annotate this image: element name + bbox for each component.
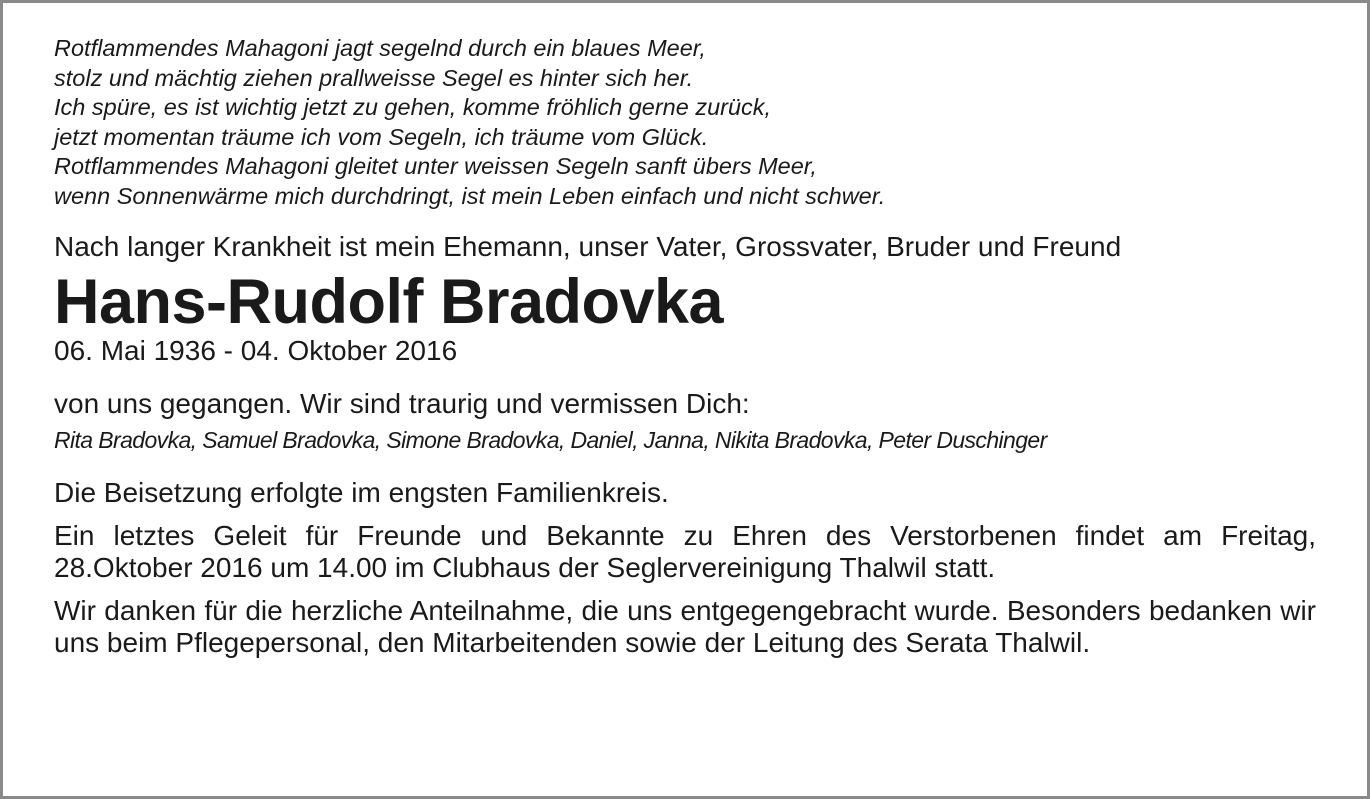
poem-line: Rotflammendes Mahagoni gleitet unter weissen Segeln sanft übers Meer,: [54, 153, 817, 179]
burial-paragraph: Die Beisetzung erfolgte im engsten Familienkreis.: [54, 477, 669, 508]
deceased-name: Hans-Rudolf Bradovka: [54, 267, 724, 337]
poem-line: stolz und mächtig ziehen prallweisse Segel es hinter sich her.: [54, 64, 694, 91]
intro-text: Nach langer Krankheit ist mein Ehemann, unser Vater, Grossvater, Bruder und Freund: [54, 231, 1122, 262]
thanks-paragraph: Wir danken für die herzliche Anteilnahme, die uns entgegengebracht wurde. Besonders bedanken wir uns beim Pflegepersonal, den Mitarbeitenden sowie der Leitung des Serata Thalwil.: [54, 595, 1316, 658]
family-names: Rita Bradovka, Samuel Bradovka, Simone Bradovka, Daniel, Janna, Nikita Bradovka, Peter Duschinger: [54, 427, 1047, 453]
poem-line: wenn Sonnenwärme mich durchdringt, ist mein Leben einfach und nicht schwer.: [54, 182, 886, 209]
passed-away-text: von uns gegangen. Wir sind traurig und vermissen Dich:: [54, 388, 750, 419]
obituary-notice: [54, 34, 1316, 659]
poem-line: jetzt momentan träume ich vom Segeln, ich träume vom Glück.: [54, 123, 709, 150]
poem-line: Ich spüre, es ist wichtig jetzt zu gehen, komme fröhlich gerne zurück,: [54, 94, 772, 120]
poem-line: Rotflammendes Mahagoni jagt segelnd durch ein blaues Meer,: [54, 35, 706, 61]
memorial-paragraph: Ein letztes Geleit für Freunde und Bekannte zu Ehren des Verstorbenen findet am Freitag, 28.Oktober 2016 um 14.00 im Clubhaus der Seglervereinigung Thalwil statt.: [54, 520, 1316, 583]
life-dates: 06. Mai 1936 - 04. Oktober 2016: [54, 335, 458, 366]
poem: [54, 34, 1316, 211]
